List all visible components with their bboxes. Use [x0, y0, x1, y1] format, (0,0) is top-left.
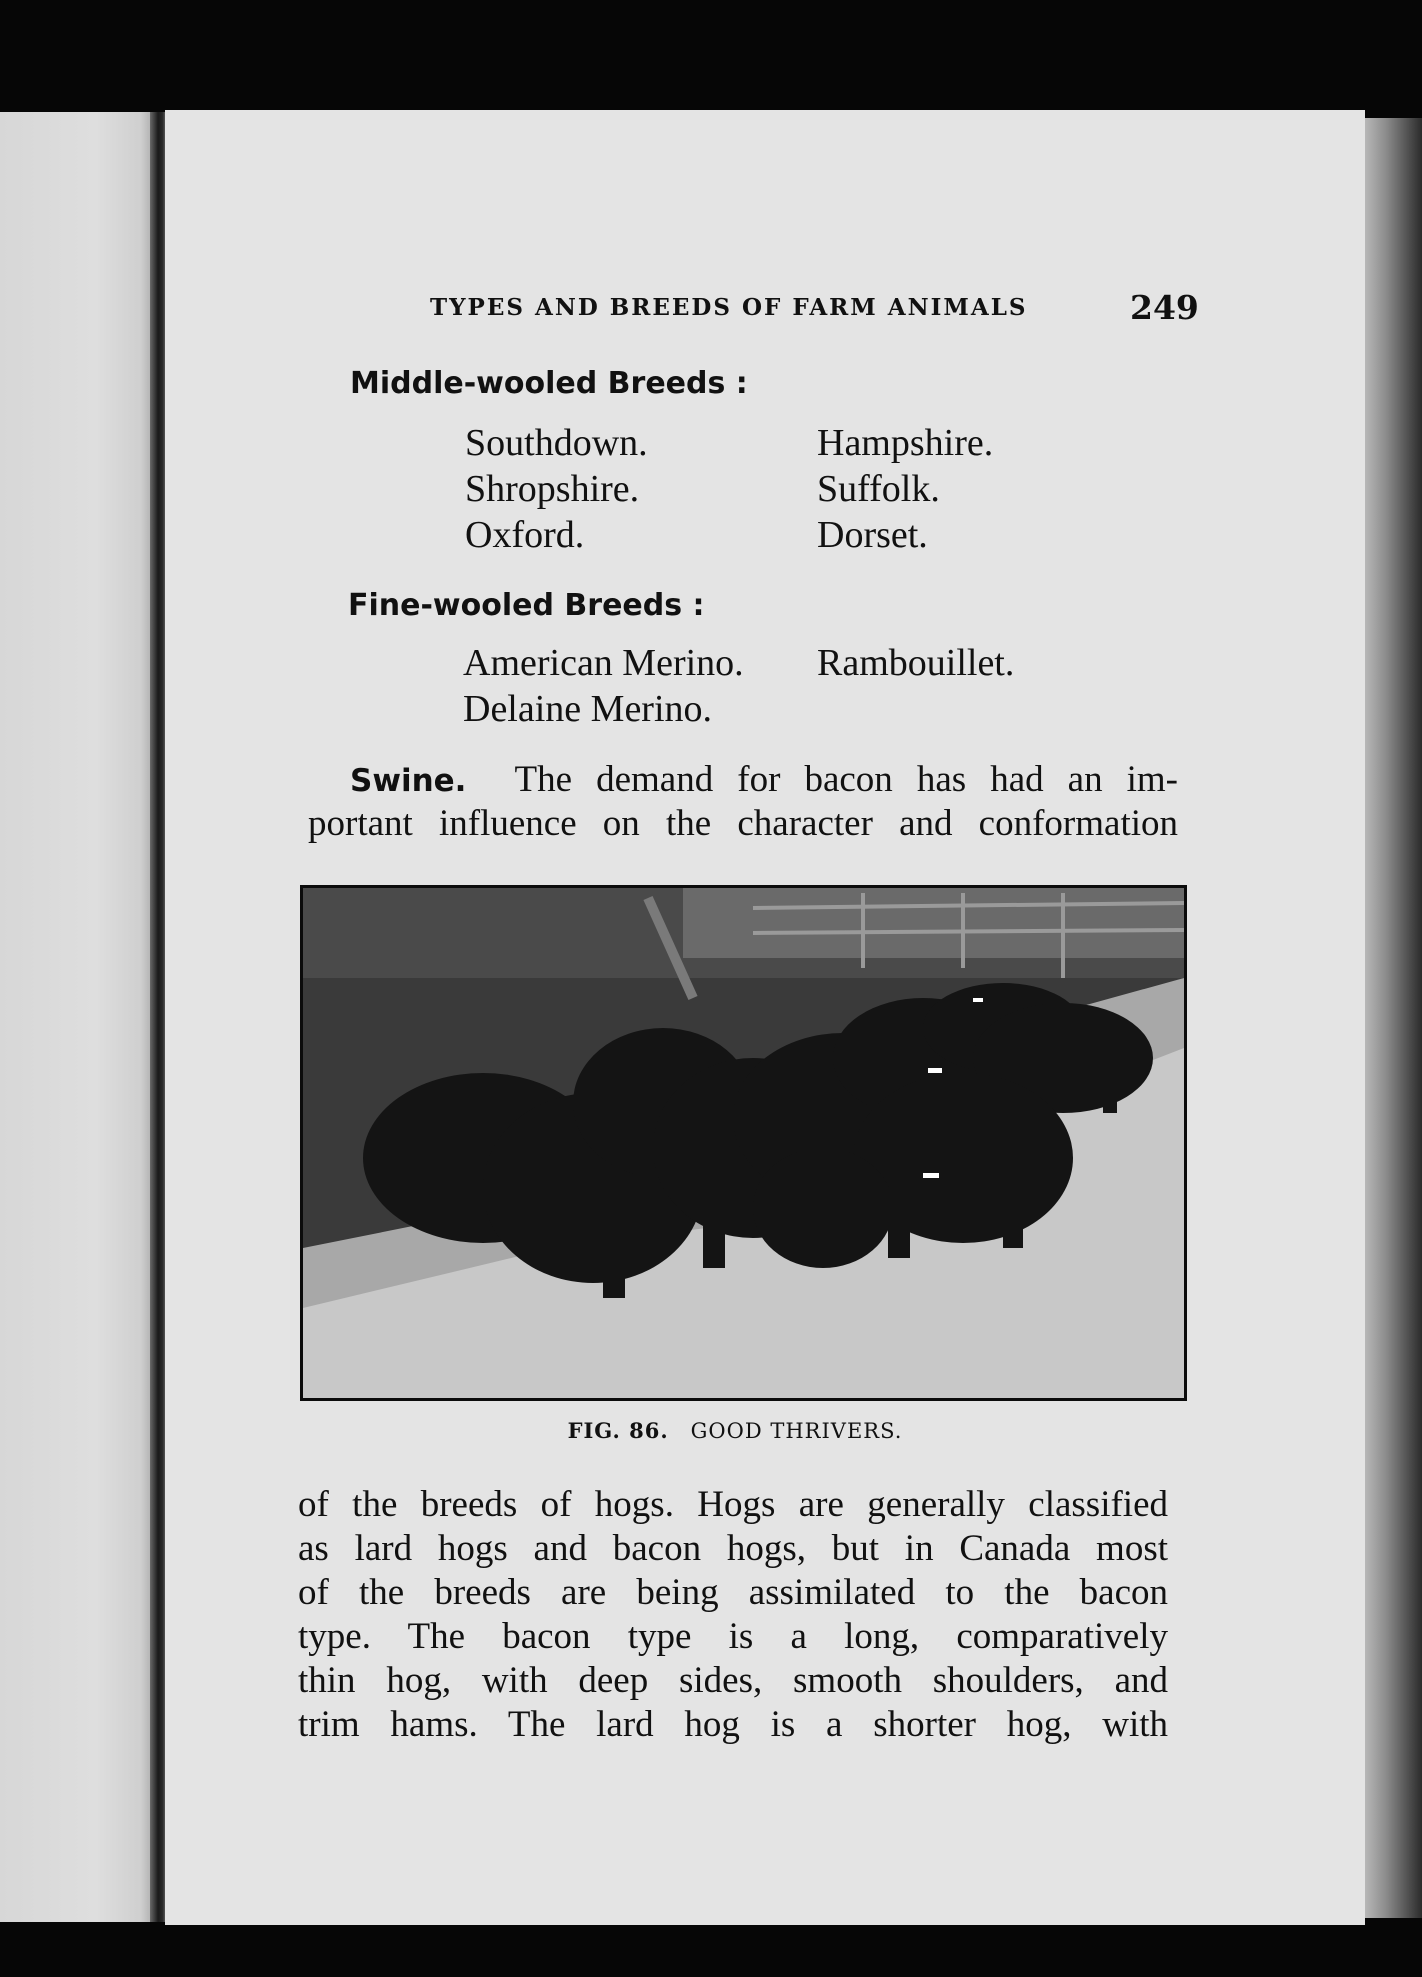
left-page-edge — [0, 112, 160, 1922]
paragraph-line: thin hog, with deep sides, smooth shoulders, and — [298, 1660, 1168, 1701]
paragraph-line: trim hams. The lard hog is a shorter hog, with — [298, 1704, 1168, 1745]
breed-item: Hampshire. — [817, 422, 994, 464]
breed-item: Oxford. — [465, 514, 585, 556]
middle-wooled-left-list — [465, 420, 648, 558]
breed-item: American Merino. — [463, 642, 744, 684]
paragraph-line: Swine. The demand for bacon has had an im- — [350, 759, 1178, 800]
swine-term: Swine. — [350, 763, 467, 799]
breed-item: Delaine Merino. — [463, 688, 713, 730]
fine-wooled-right-list — [817, 640, 1014, 686]
running-head: TYPES AND BREEDS OF FARM ANIMALS — [430, 294, 1028, 321]
right-page-edge — [1362, 118, 1422, 1918]
middle-wooled-heading: Middle-wooled Breeds : — [350, 366, 748, 401]
figure-caption — [435, 1418, 1035, 1443]
swine-paragraph — [308, 758, 1178, 846]
book-page — [165, 110, 1365, 1925]
page-number: 249 — [1130, 288, 1199, 327]
paragraph-line: type. The bacon type is a long, comparatively — [298, 1616, 1168, 1657]
fine-wooled-heading: Fine-wooled Breeds : — [348, 588, 705, 623]
paragraph-line: as lard hogs and bacon hogs, but in Canada most — [298, 1528, 1168, 1569]
paragraph-line: portant influence on the character and conformation — [308, 803, 1178, 844]
breed-item: Dorset. — [817, 514, 928, 556]
breed-item: Shropshire. — [465, 468, 640, 510]
figure-title: GOOD THRIVERS. — [690, 1419, 903, 1443]
breed-item: Rambouillet. — [817, 642, 1015, 684]
paragraph-line: of the breeds of hogs. Hogs are generally classified — [298, 1484, 1168, 1525]
breed-item: Southdown. — [465, 422, 648, 464]
middle-wooled-right-list — [817, 420, 993, 558]
breed-item: Suffolk. — [817, 468, 940, 510]
figure-photo — [300, 885, 1187, 1401]
fine-wooled-left-list — [463, 640, 744, 732]
paragraph-line: of the breeds are being assimilated to the bacon — [298, 1572, 1168, 1613]
figure-number: FIG. 86. — [567, 1418, 669, 1443]
continuation-paragraph — [298, 1483, 1168, 1747]
hogs-photo-image — [303, 888, 1184, 1398]
